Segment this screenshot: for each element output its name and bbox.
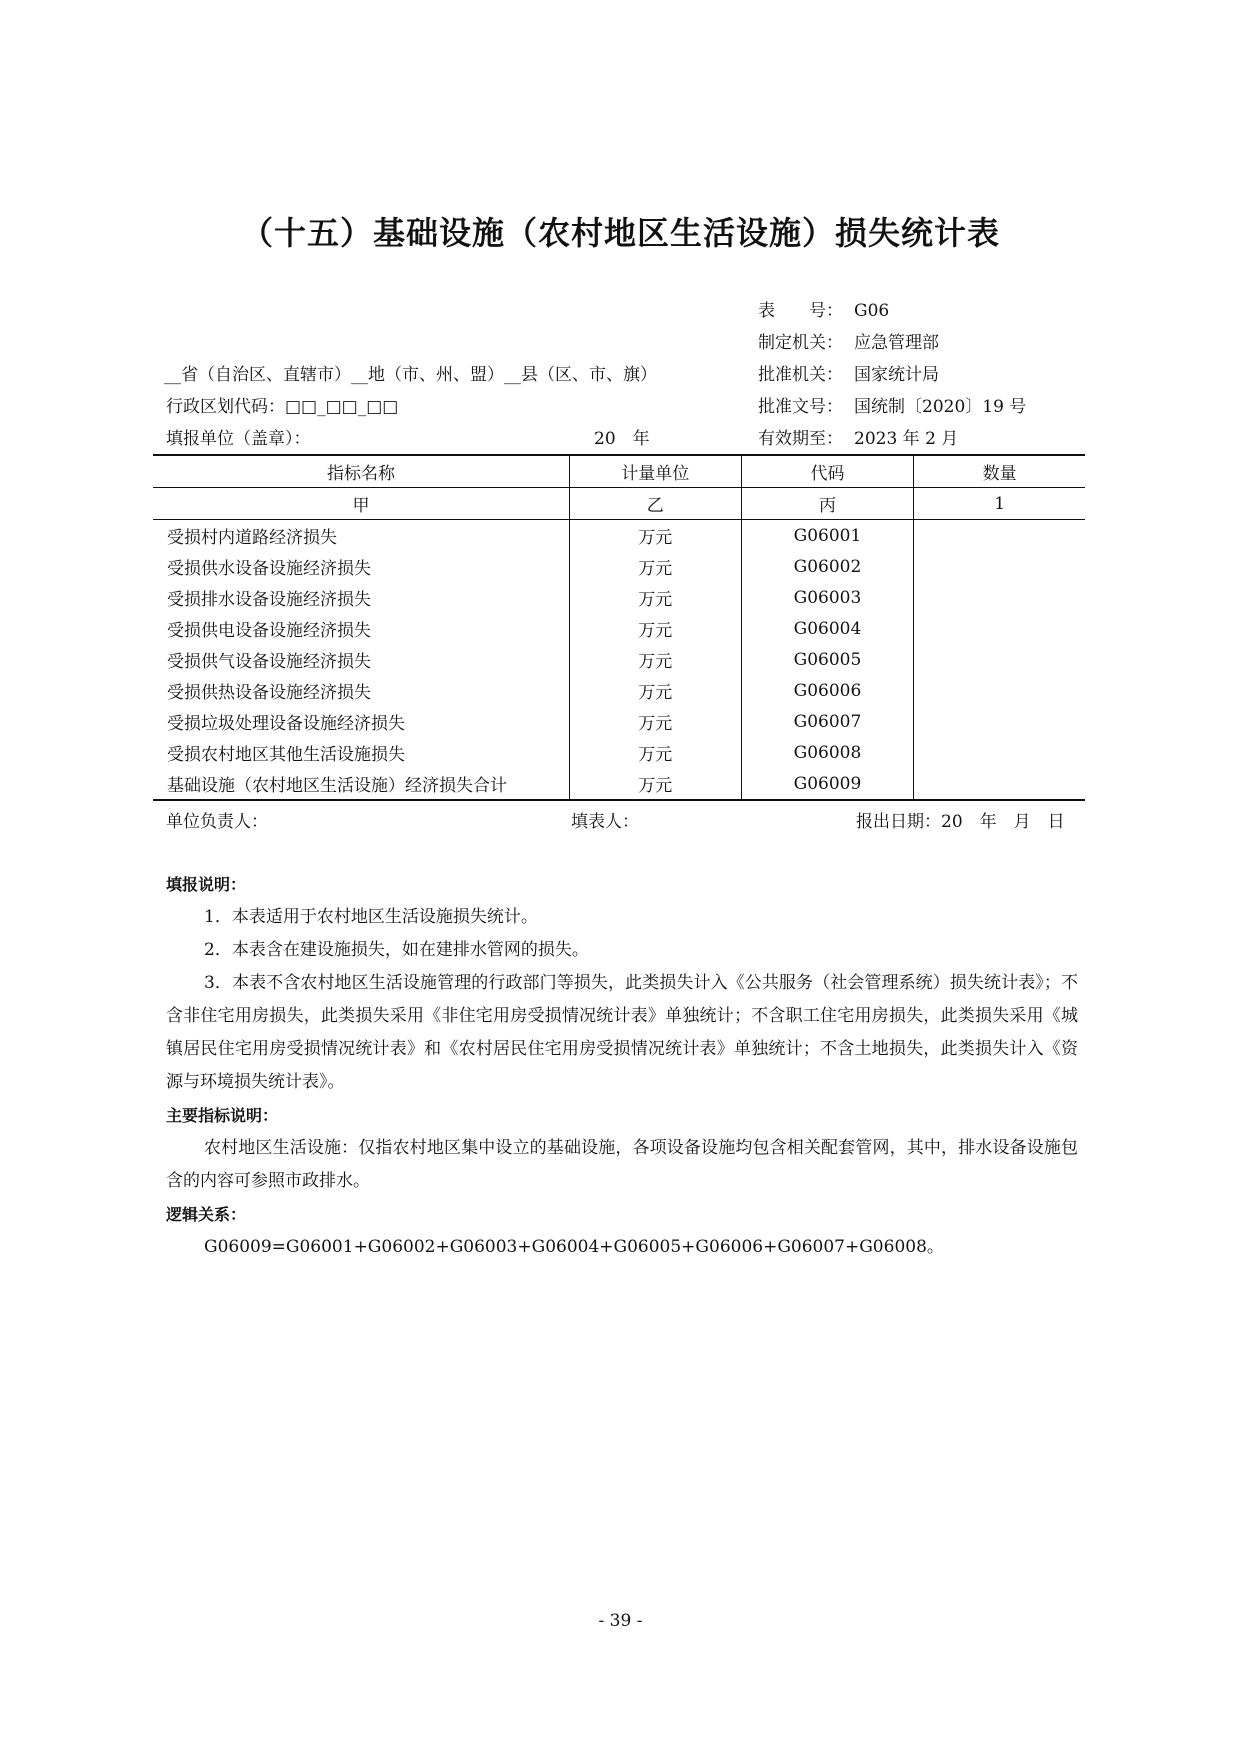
table-row: [153, 644, 1085, 675]
subheader-yi: 乙: [569, 488, 741, 520]
row-code: G06006: [741, 675, 914, 706]
unit-leader-label: 单位负责人：: [166, 812, 268, 832]
row-unit: 万元: [569, 613, 741, 644]
table-row: [153, 737, 1085, 768]
approving-authority: [758, 360, 939, 385]
subheader-jia: 甲: [153, 488, 569, 520]
row-unit: 万元: [569, 551, 741, 582]
header-indicator-name: 指标名称: [153, 455, 569, 488]
report-date-label: 报出日期：20 年 月 日: [856, 812, 1065, 832]
row-quantity-cell[interactable]: [914, 520, 1085, 552]
row-quantity-cell[interactable]: [914, 582, 1085, 613]
table-row: [153, 582, 1085, 613]
notes-section: [166, 868, 1078, 1264]
row-indicator-name: 受损垃圾处理设备设施经济损失: [167, 714, 405, 734]
region-line: __省（自治区、直辖市）__地（市、州、盟）__县（区、市、旗）: [164, 365, 657, 385]
table-row: [153, 675, 1085, 706]
row-code: G06004: [741, 613, 914, 644]
fill-instructions-heading: 填报说明：: [166, 875, 247, 894]
approval-document: [758, 392, 1026, 417]
row-indicator-name: 受损排水设备设施经济损失: [167, 590, 371, 610]
row-quantity-cell[interactable]: [914, 644, 1085, 675]
row-unit: 万元: [569, 644, 741, 675]
row-quantity-cell[interactable]: [914, 675, 1085, 706]
indicator-notes-text: 农村地区生活设施：仅指农村地区集中设立的基础设施，各项设备设施均包含相关配套管网，其中，排水设备设施包含的内容可参照市政排水。: [166, 1138, 1078, 1191]
table-row: [153, 706, 1085, 737]
row-code: G06005: [741, 644, 914, 675]
logic-heading: 逻辑关系：: [166, 1205, 247, 1224]
row-code: G06009: [741, 768, 914, 800]
table-row-total: [153, 768, 1085, 800]
row-code: G06003: [741, 582, 914, 613]
logic-formula: G06009=G06001+G06002+G06003+G06004+G06005+G06006+G06007+G06008。: [204, 1237, 944, 1257]
row-unit: 万元: [569, 706, 741, 737]
issuing-authority-value: 应急管理部: [854, 333, 939, 353]
header-unit: 计量单位: [569, 455, 741, 488]
row-indicator-name: 受损供水设备设施经济损失: [167, 559, 371, 579]
region-code-boxes: □□_□□_□□: [285, 397, 399, 417]
row-indicator-name: 基础设施（农村地区生活设施）经济损失合计: [153, 768, 569, 800]
fill-instruction-1: 1．本表适用于农村地区生活设施损失统计。: [204, 907, 538, 927]
row-code: G06007: [741, 706, 914, 737]
row-unit: 万元: [569, 675, 741, 706]
row-unit: 万元: [569, 737, 741, 768]
table-subheader-row: [153, 488, 1085, 520]
row-unit: 万元: [569, 768, 741, 800]
region-code: [166, 392, 398, 417]
approving-authority-value: 国家统计局: [854, 365, 939, 385]
valid-until-value: 2023 年 2 月: [854, 429, 959, 449]
table-header-row: [153, 455, 1085, 488]
table-row: [153, 551, 1085, 582]
row-quantity-cell[interactable]: [914, 768, 1085, 800]
row-quantity-cell[interactable]: [914, 551, 1085, 582]
approving-authority-label: 批准机关：: [758, 365, 843, 385]
region-code-label: 行政区划代码：: [166, 397, 285, 417]
table-row: [153, 613, 1085, 644]
approval-document-label: 批准文号：: [758, 397, 843, 417]
valid-until: [758, 424, 958, 449]
fill-instruction-2: 2．本表含在建设施损失，如在建排水管网的损失。: [204, 940, 589, 960]
form-number-label: 表 号：: [758, 301, 843, 321]
loss-statistics-table: [153, 454, 1085, 801]
subheader-1: 1: [914, 488, 1085, 520]
page-title: （十五）基础设施（农村地区生活设施）损失统计表: [240, 214, 1000, 252]
approval-document-value: 国统制〔2020〕19 号: [854, 397, 1027, 417]
row-code: G06001: [741, 520, 914, 552]
row-indicator-name: 受损村内道路经济损失: [167, 528, 337, 548]
row-quantity-cell[interactable]: [914, 706, 1085, 737]
row-code: G06008: [741, 737, 914, 768]
page-number: - 39 -: [598, 1611, 643, 1631]
row-indicator-name: 受损农村地区其他生活设施损失: [167, 745, 405, 765]
table-row: [153, 520, 1085, 552]
issuing-authority: [758, 328, 939, 353]
filler-label: 填表人：: [571, 812, 639, 832]
header-quantity: 数量: [914, 455, 1085, 488]
form-number-value: G06: [854, 301, 890, 321]
reporting-unit: 填报单位（盖章）：: [166, 429, 311, 449]
fill-instruction-3: 3．本表不含农村地区生活设施管理的行政部门等损失，此类损失计入《公共服务（社会管理系统）损失统计表》；不含非住宅用房损失，此类损失采用《非住宅用房受损情况统计表》单独统计；不含职工住宅用房损失，此类损失采用《城镇居民住宅用房受损情况统计表》和《农村居民住宅用房受损情况统计表》单独统计；不含土地损失，此类损失计入《资源与环境损失统计表》。: [166, 973, 1078, 1092]
row-quantity-cell[interactable]: [914, 737, 1085, 768]
row-indicator-name: 受损供热设备设施经济损失: [167, 683, 371, 703]
form-number: [758, 296, 889, 321]
row-unit: 万元: [569, 520, 741, 552]
row-unit: 万元: [569, 582, 741, 613]
header-code: 代码: [741, 455, 914, 488]
row-quantity-cell[interactable]: [914, 613, 1085, 644]
indicator-notes-heading: 主要指标说明：: [166, 1106, 279, 1125]
row-code: G06002: [741, 551, 914, 582]
issuing-authority-label: 制定机关：: [758, 333, 843, 353]
subheader-bing: 丙: [741, 488, 914, 520]
row-indicator-name: 受损供气设备设施经济损失: [167, 652, 371, 672]
report-year: 20 年: [594, 429, 650, 449]
row-indicator-name: 受损供电设备设施经济损失: [167, 621, 371, 641]
valid-until-label: 有效期至：: [758, 429, 843, 449]
